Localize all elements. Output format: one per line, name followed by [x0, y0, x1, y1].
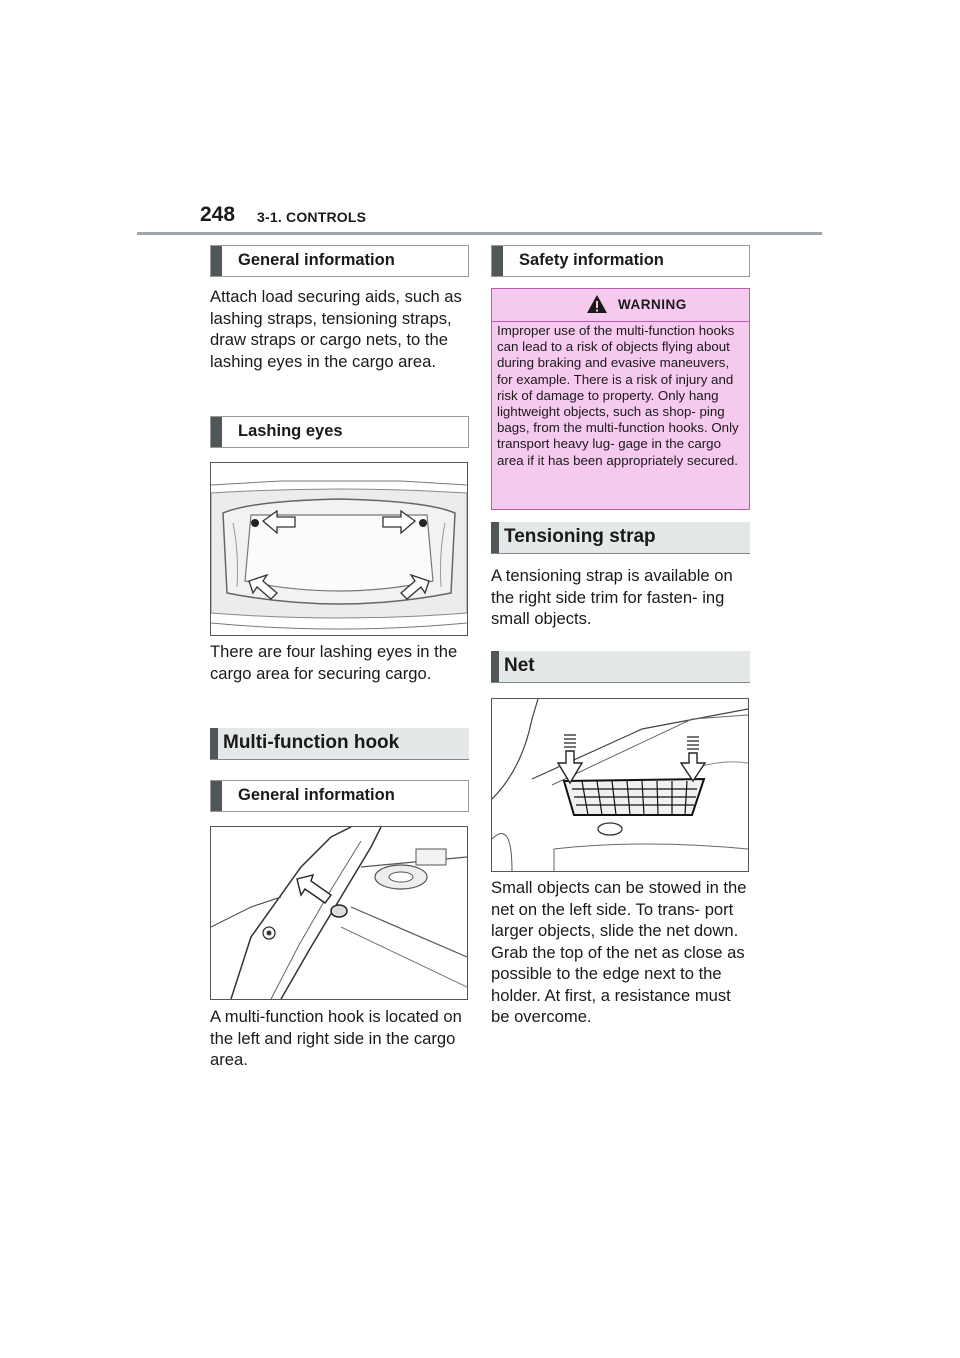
heading-label: Multi-function hook	[223, 732, 400, 753]
lashing-eye-icon	[419, 519, 427, 527]
lashing-eyes-text: There are four lashing eyes in the cargo area for securing cargo.	[210, 642, 458, 683]
hook-text: A multi-function hook is located on the left and right side in the cargo area.	[210, 1007, 462, 1069]
heading-label: General information	[238, 786, 395, 804]
heading-bar	[211, 781, 222, 811]
net-figure	[491, 698, 749, 872]
lashing-eye-icon	[251, 519, 259, 527]
cargo-area-illustration	[211, 463, 467, 635]
safety-information-heading	[491, 245, 750, 277]
tensioning-strap-text: A tensioning strap is available on the right side trim for fasten- ing small objects.	[491, 566, 733, 628]
hook-illustration	[211, 827, 467, 999]
lashing-eyes-figure	[210, 462, 468, 636]
warning-icon	[586, 294, 608, 314]
net-heading	[491, 651, 750, 683]
heading-bar	[210, 728, 218, 759]
warning-label: WARNING	[618, 297, 687, 312]
heading-label: Net	[504, 655, 535, 676]
tensioning-strap-heading	[491, 522, 750, 554]
multi-function-hook-heading	[210, 728, 469, 760]
multi-function-hook-figure	[210, 826, 468, 1000]
lashing-eyes-heading	[210, 416, 469, 448]
heading-label: General information	[238, 251, 395, 269]
hook-general-information-heading	[210, 780, 469, 812]
heading-bar	[492, 246, 503, 276]
heading-bar	[491, 651, 499, 682]
page-number: 248	[200, 203, 236, 226]
general-information-heading	[210, 245, 469, 277]
heading-label: Lashing eyes	[238, 422, 343, 440]
heading-bar	[491, 522, 499, 553]
heading-label: Safety information	[519, 251, 664, 269]
heading-bar	[211, 417, 222, 447]
heading-label: Tensioning strap	[504, 526, 656, 547]
heading-bar	[211, 246, 222, 276]
warning-header	[492, 289, 749, 322]
warning-text: Improper use of the multi-function hooks can lead to a risk of objects flying about during braking and evasive maneuvers, for example. There is a risk of injury and risk of damage to property. Only hang lightweight objects, such as shop- ping bags, from the multi-function hooks. Only transport heavy lug- gage in the cargo area if it has been appropriately secured.	[497, 323, 739, 468]
warning-box	[491, 288, 750, 510]
header-rule	[137, 232, 822, 235]
net-text: Small objects can be stowed in the net on the left side. To trans- port larger objects, slide the net down. Grab the top of the net as close as possible to the edge next to the holder. At first, a resistance must be overcome.	[491, 878, 747, 1026]
net-illustration	[492, 699, 748, 871]
section-title: 3-1. CONTROLS	[257, 209, 367, 225]
hook-icon	[331, 905, 347, 917]
general-information-text: Attach load securing aids, such as lashing straps, tensioning straps, draw straps or cargo nets, to the lashing eyes in the cargo area.	[210, 287, 462, 371]
